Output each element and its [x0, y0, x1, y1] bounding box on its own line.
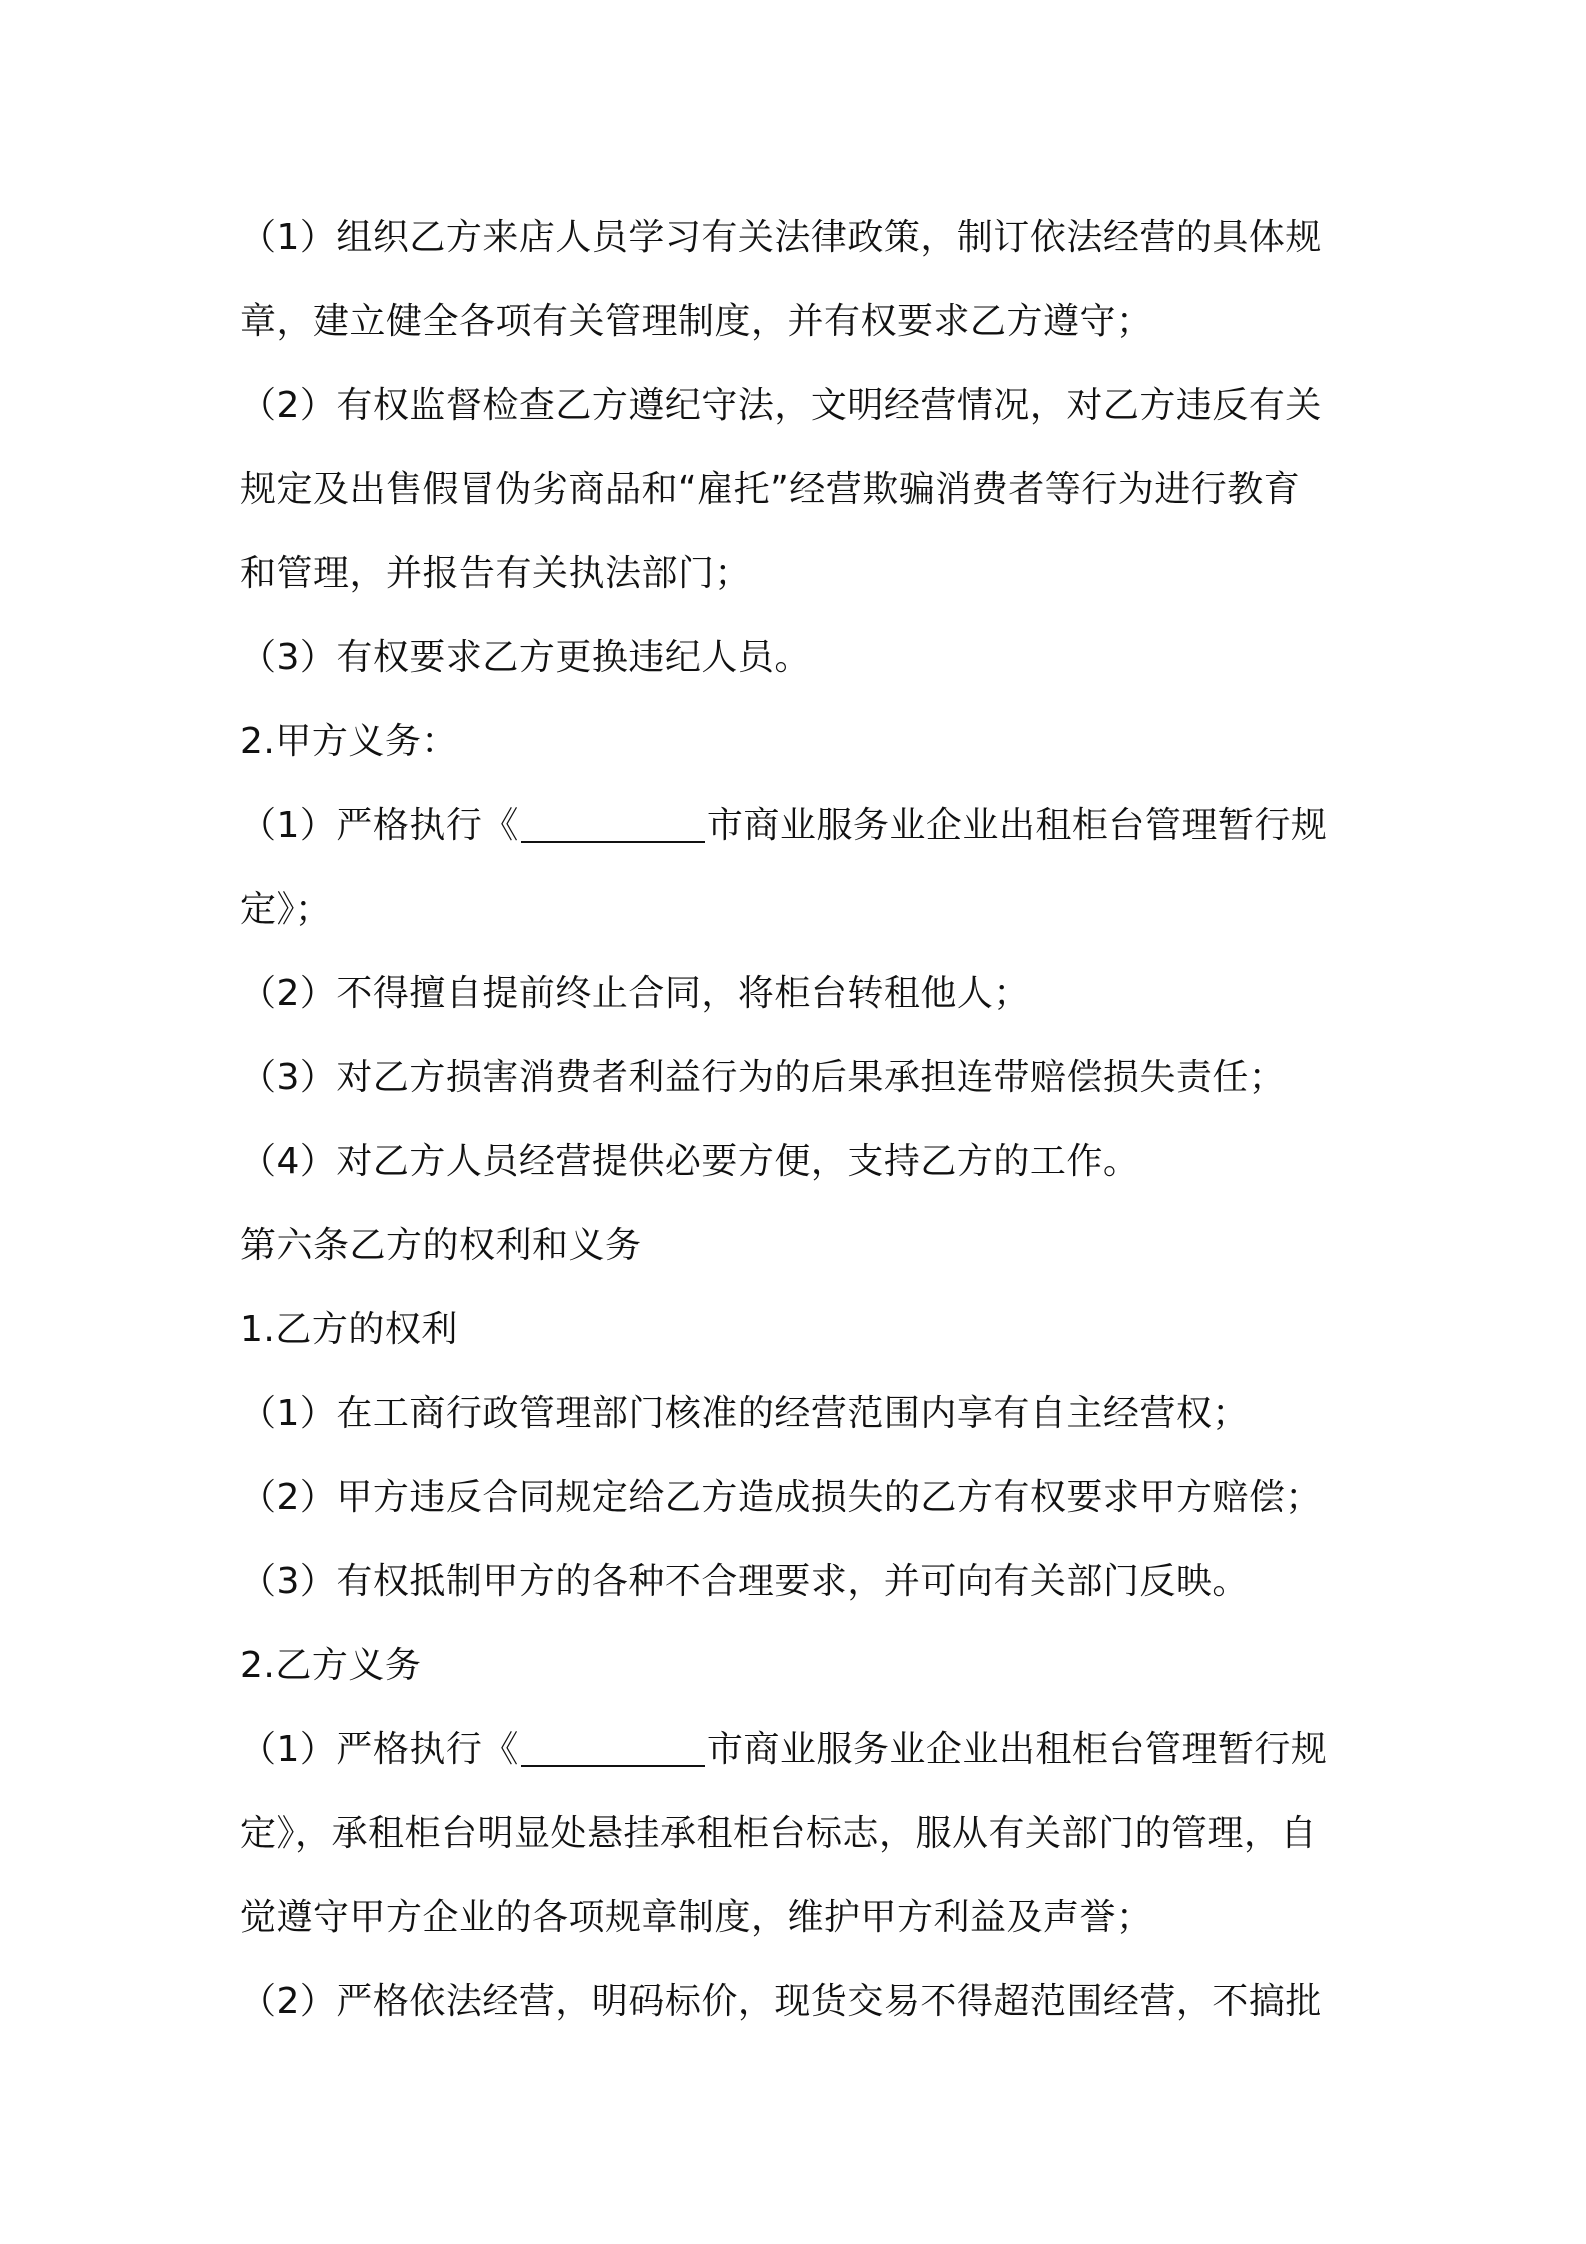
document-body	[240, 196, 1350, 2044]
text-line: （2）严格依法经营，明码标价，现货交易不得超范围经营，不搞批	[240, 1981, 1322, 2022]
text-segment: （1）严格执行《	[240, 1729, 519, 1770]
text-line: （2）不得擅自提前终止合同，将柜台转租他人；	[240, 973, 1030, 1014]
text-line: （3）有权抵制甲方的各种不合理要求，并可向有关部门反映。	[240, 1561, 1249, 1602]
text-line: 和管理，并报告有关执法部门；	[240, 553, 752, 594]
text-segment: 市商业服务业企业出租柜台管理暂行规	[706, 805, 1328, 846]
text-line: （3）有权要求乙方更换违纪人员。	[240, 637, 811, 678]
text-line: （2）有权监督检查乙方遵纪守法，文明经营情况，对乙方违反有关	[240, 385, 1322, 426]
text-line-with-blank	[240, 784, 1350, 868]
text-line: 章，建立健全各项有关管理制度，并有权要求乙方遵守；	[240, 301, 1153, 342]
fill-in-blank	[521, 1729, 705, 1767]
text-line: （1）在工商行政管理部门核准的经营范围内享有自主经营权；	[240, 1393, 1249, 1434]
text-line: （3）对乙方损害消费者利益行为的后果承担连带赔偿损失责任；	[240, 1057, 1286, 1098]
text-line: （1）组织乙方来店人员学习有关法律政策，制订依法经营的具体规	[240, 217, 1322, 258]
fill-in-blank	[521, 805, 705, 843]
text-line: 觉遵守甲方企业的各项规章制度，维护甲方利益及声誉；	[240, 1897, 1153, 1938]
section-heading: 1.乙方的权利	[240, 1309, 458, 1350]
text-line-with-blank	[240, 1708, 1350, 1792]
text-segment: （1）严格执行《	[240, 805, 519, 846]
section-heading: 2.乙方义务	[240, 1645, 422, 1686]
text-line: （4）对乙方人员经营提供必要方便，支持乙方的工作。	[240, 1141, 1140, 1182]
article-heading: 第六条乙方的权利和义务	[240, 1225, 642, 1266]
text-line: （2）甲方违反合同规定给乙方造成损失的乙方有权要求甲方赔偿；	[240, 1477, 1322, 1518]
text-line: 定》；	[240, 889, 332, 930]
text-line: 规定及出售假冒伪劣商品和“雇托”经营欺骗消费者等行为进行教育	[240, 469, 1301, 510]
text-segment: 市商业服务业企业出租柜台管理暂行规	[706, 1729, 1328, 1770]
section-heading: 2.甲方义务：	[240, 721, 458, 762]
text-line: 定》，承租柜台明显处悬挂承租柜台标志，服从有关部门的管理，自	[240, 1813, 1318, 1854]
